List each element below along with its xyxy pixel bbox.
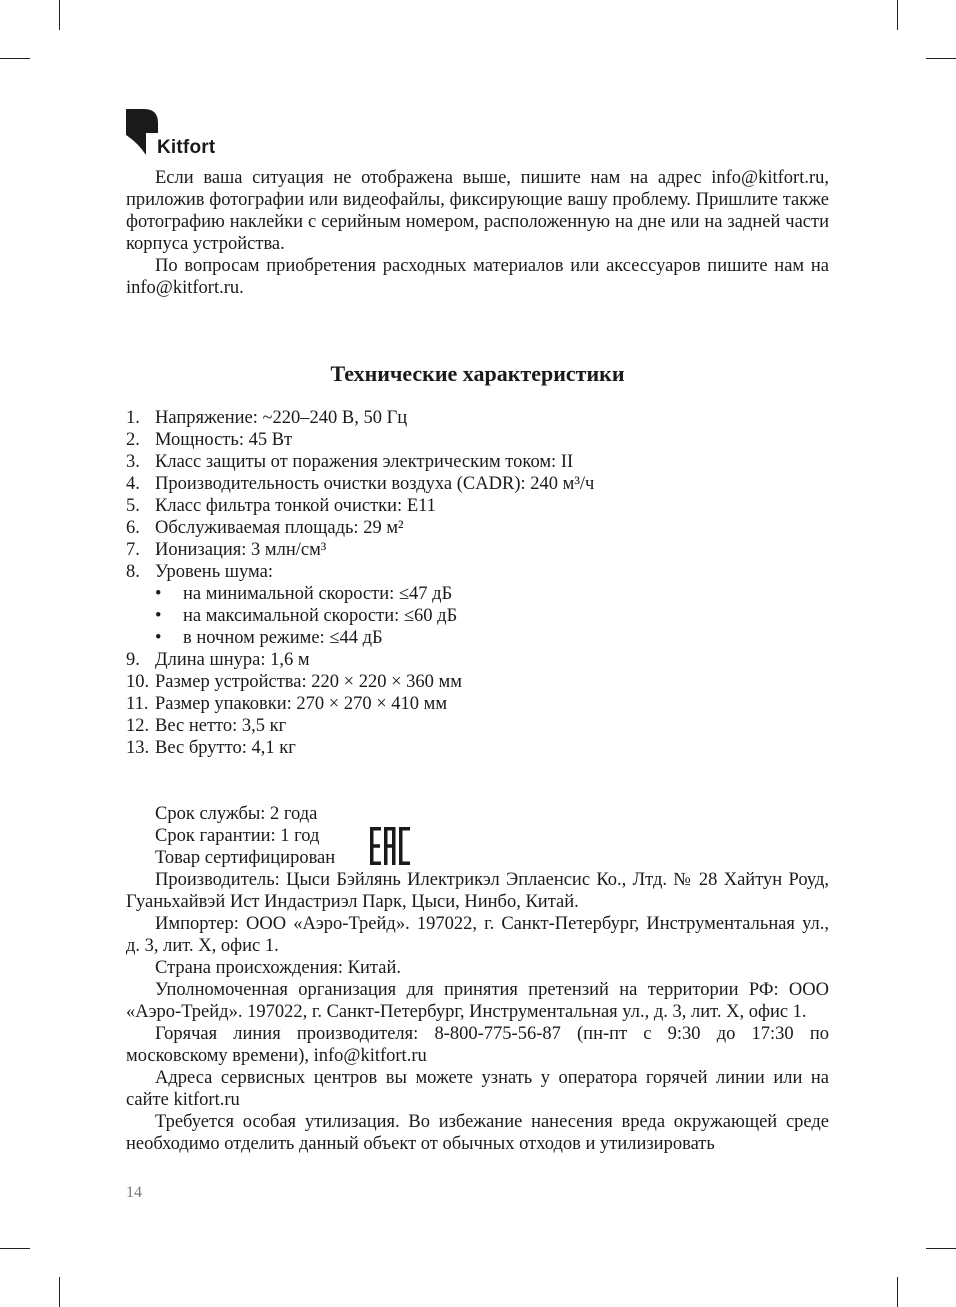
noise-text: на максимальной скорости: ≤60 дБ	[183, 606, 458, 626]
spec-item	[126, 451, 829, 473]
noise-text: в ночном режиме: ≤44 дБ	[183, 628, 383, 648]
crop-mark	[0, 58, 30, 59]
spec-number: 9.	[126, 650, 140, 670]
spec-item	[126, 693, 829, 715]
spec-item	[126, 671, 829, 693]
spec-list	[126, 407, 829, 759]
spec-text: Обслуживаемая площадь: 29 м²	[155, 518, 404, 538]
spec-text: Класс фильтра тонкой очистки: E11	[155, 496, 436, 516]
certified-note: Товар сертифицирован	[155, 848, 336, 868]
spec-item	[126, 407, 829, 429]
disposal-info: Требуется особая утилизация. Во избежание нанесения вреда окружающей среде необходимо отделить данный объект от обычных отходов и утилизировать	[126, 1112, 829, 1154]
legal-section	[126, 869, 829, 1155]
intro-paragraph: По вопросам приобретения расходных материалов или аксессуаров пишите нам на info@kitfort.ru.	[126, 256, 829, 298]
spec-number: 11.	[126, 694, 149, 714]
spec-number: 8.	[126, 562, 140, 582]
spec-text: Мощность: 45 Вт	[155, 430, 293, 450]
spec-text: Вес брутто: 4,1 кг	[155, 738, 296, 758]
crop-mark	[59, 0, 60, 30]
spec-number: 4.	[126, 474, 140, 494]
spec-text: Размер устройства: 220 × 220 × 360 мм	[155, 672, 462, 692]
spec-item	[126, 539, 829, 561]
spec-text: Производительность очистки воздуха (CADR): 240 м³/ч	[155, 474, 595, 494]
spec-text: Длина шнура: 1,6 м	[155, 650, 310, 670]
bullet-icon: •	[155, 584, 162, 604]
spec-number: 12.	[126, 716, 150, 736]
kitfort-logo-icon	[126, 109, 158, 157]
spec-number: 2.	[126, 430, 140, 450]
intro-paragraph: Если ваша ситуация не отображена выше, пишите нам на адрес info@kitfort.ru, приложив фотографии или видеофайлы, фиксирующие вашу проблему. Пришлите также фотографию наклейки с серийным номером, расположенную на дне или на задней части корпуса устройства.	[126, 168, 829, 254]
crop-mark	[897, 1277, 898, 1307]
manufacturer-info: Производитель: Цыси Бэйлянь Илектрикэл Эплаенсис Ко., Лтд. № 28 Хайтун Роуд, Гуаньхайвэй Ист Индастриэл Парк, Цыси, Нинбо, Китай.	[126, 870, 829, 912]
crop-mark	[59, 1277, 60, 1307]
bullet-icon: •	[155, 606, 162, 626]
spec-item	[126, 495, 829, 517]
service-centers-info: Адреса сервисных центров вы можете узнать у оператора горячей линии или на сайте kitfort.ru	[126, 1068, 829, 1110]
spec-text: Вес нетто: 3,5 кг	[155, 716, 287, 736]
importer-info: Импортер: ООО «Аэро-Трейд». 197022, г. Санкт-Петербург, Инструментальная ул., д. 3, лит. Х, офис 1.	[126, 914, 829, 956]
crop-mark	[897, 0, 898, 30]
spec-number: 13.	[126, 738, 150, 758]
kitfort-logo	[126, 109, 226, 159]
spec-number: 1.	[126, 408, 140, 428]
spec-number: 10.	[126, 672, 150, 692]
spec-item	[126, 737, 829, 759]
spec-item	[126, 715, 829, 737]
spec-item	[126, 517, 829, 539]
eac-mark-icon	[370, 827, 410, 865]
spec-text: Размер упаковки: 270 × 270 × 410 мм	[155, 694, 448, 714]
claims-info: Уполномоченная организация для принятия претензий на территории РФ: ООО «Аэро-Трейд». 197022, г. Санкт-Петербург, Инструментальная ул., д. 3, лит. Х, офис 1.	[126, 980, 829, 1022]
spec-item	[126, 561, 829, 583]
noise-item	[126, 605, 829, 627]
spec-text: Класс защиты от поражения электрическим током: II	[155, 452, 574, 472]
spec-number: 7.	[126, 540, 140, 560]
bullet-icon: •	[155, 628, 162, 648]
spec-item	[126, 429, 829, 451]
origin-info: Страна происхождения: Китай.	[155, 958, 401, 978]
page-number: 14	[126, 1184, 142, 1201]
spec-item	[126, 473, 829, 495]
spec-number: 5.	[126, 496, 140, 516]
crop-mark	[0, 1248, 30, 1249]
service-life: Срок службы: 2 года	[155, 804, 318, 824]
intro-section	[126, 167, 829, 299]
spec-item	[126, 649, 829, 671]
spec-text: Напряжение: ~220–240 В, 50 Гц	[155, 408, 408, 428]
spec-number: 3.	[126, 452, 140, 472]
spec-number: 6.	[126, 518, 140, 538]
specs-title: Технические характеристики	[330, 361, 625, 386]
brand-name: Kitfort	[157, 137, 216, 158]
noise-text: на минимальной скорости: ≤47 дБ	[183, 584, 453, 604]
crop-mark	[926, 1248, 956, 1249]
crop-mark	[926, 58, 956, 59]
spec-text: Уровень шума:	[155, 562, 273, 582]
noise-item	[126, 627, 829, 649]
spec-text: Ионизация: 3 млн/см³	[155, 540, 327, 560]
warranty: Срок гарантии: 1 год	[155, 826, 320, 846]
noise-item	[126, 583, 829, 605]
hotline-info: Горячая линия производителя: 8-800-775-56-87 (пн-пт с 9:30 до 17:30 по московскому времени), info@kitfort.ru	[126, 1024, 829, 1066]
